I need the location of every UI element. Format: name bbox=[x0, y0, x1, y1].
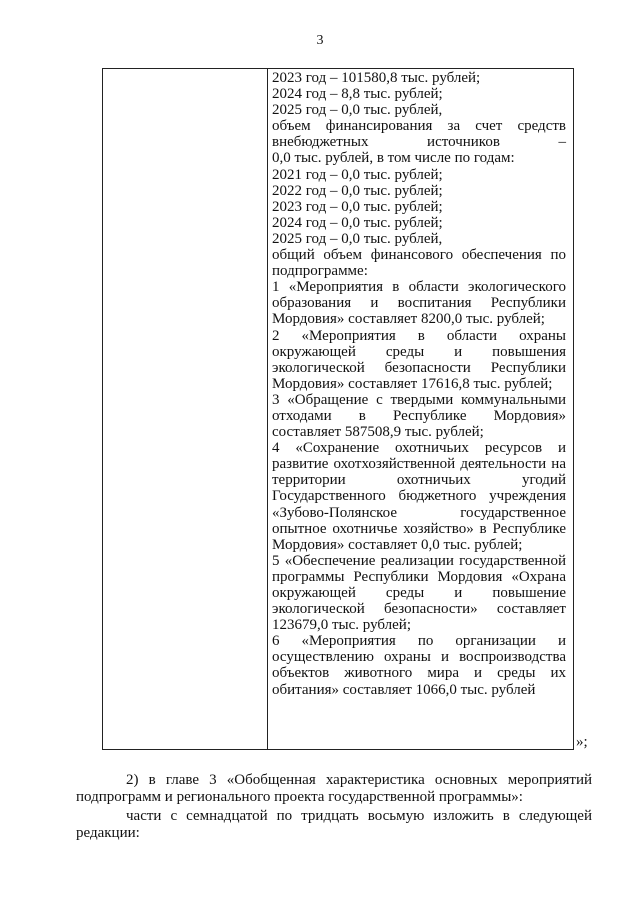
table-line: Государственного бюджетного учреждения bbox=[272, 488, 566, 505]
closing-quote: »; bbox=[576, 734, 588, 750]
paragraph-line: редакции: bbox=[76, 825, 140, 841]
financing-table bbox=[102, 68, 574, 750]
table-line: 4 «Сохранение охотничьих ресурсов и bbox=[272, 440, 566, 457]
table-line: составляет 587508,9 тыс. рублей; bbox=[272, 424, 484, 441]
table-line: 5 «Обеспечение реализации государственной bbox=[272, 552, 566, 569]
table-line: экологической безопасности» составляет bbox=[272, 601, 566, 618]
table-line: окружающей среды и повышения bbox=[272, 343, 566, 360]
table-line: 2024 год – 8,8 тыс. рублей; bbox=[272, 86, 443, 103]
table-line: Мордовия» составляет 17616,8 тыс. рублей; bbox=[272, 375, 553, 392]
table-line: объектов животного мира и среды их bbox=[272, 665, 566, 682]
paragraph-line: подпрограмм и регионального проекта государственной программы»: bbox=[76, 789, 523, 805]
table-line: объем финансирования за счет средств bbox=[272, 118, 566, 135]
paragraph-line: 2) в главе 3 «Обобщенная характеристика основных мероприятий bbox=[126, 772, 592, 788]
table-line: «Зубово-Полянское государственное bbox=[272, 504, 566, 521]
table-line: программы Республики Мордовия «Охрана bbox=[272, 568, 566, 585]
table-line: осуществлению охраны и воспроизводства bbox=[272, 649, 566, 666]
table-line: окружающей среды и повышение bbox=[272, 585, 566, 601]
table-line: подпрограмме: bbox=[272, 263, 368, 280]
table-line: 6 «Мероприятия по организации и bbox=[272, 633, 566, 650]
table-line: 2 «Мероприятия в области охраны bbox=[272, 327, 566, 344]
paragraph-line: части с семнадцатой по тридцать восьмую изложить в следующей bbox=[126, 808, 592, 824]
paragraph-parts-replacement bbox=[76, 808, 592, 842]
table-line: Мордовия» составляет 0,0 тыс. рублей; bbox=[272, 536, 523, 553]
table-line: Мордовия» составляет 8200,0 тыс. рублей; bbox=[272, 311, 545, 328]
table-line: 2025 год – 0,0 тыс. рублей, bbox=[272, 102, 443, 119]
table-line: территории охотничьих угодий bbox=[272, 472, 566, 489]
table-line: внебюджетных источников – bbox=[272, 134, 566, 151]
table-line: 3 «Обращение с твердыми коммунальными bbox=[272, 391, 566, 408]
table-line: опытное охотничье хозяйство» в Республике bbox=[272, 520, 566, 537]
table-right-cell bbox=[272, 70, 566, 698]
table-line: развитие охотхозяйственной деятельности на bbox=[272, 456, 566, 473]
table-line: 2023 год – 0,0 тыс. рублей; bbox=[272, 198, 443, 215]
table-line: 2025 год – 0,0 тыс. рублей, bbox=[272, 230, 443, 247]
table-line: обитания» составляет 1066,0 тыс. рублей bbox=[272, 681, 536, 698]
table-line: общий объем финансового обеспечения по bbox=[272, 247, 566, 264]
table-line: 2021 год – 0,0 тыс. рублей; bbox=[272, 166, 443, 183]
table-line: 123679,0 тыс. рублей; bbox=[272, 617, 411, 634]
table-line: 2022 год – 0,0 тыс. рублей; bbox=[272, 182, 443, 199]
table-line: 1 «Мероприятия в области экологического bbox=[272, 279, 566, 296]
table-line: 2023 год – 101580,8 тыс. рублей; bbox=[272, 70, 481, 86]
table-line: образования и воспитания Республики bbox=[272, 295, 566, 312]
table-line: экологической безопасности Республики bbox=[272, 359, 566, 376]
page-number: 3 bbox=[316, 33, 324, 48]
table-column-divider bbox=[267, 69, 268, 749]
table-line: отходами в Республике Мордовия» bbox=[272, 407, 566, 424]
paragraph-chapter-3 bbox=[76, 772, 592, 806]
table-line: 2024 год – 0,0 тыс. рублей; bbox=[272, 214, 443, 231]
table-line: 0,0 тыс. рублей, в том числе по годам: bbox=[272, 150, 515, 167]
